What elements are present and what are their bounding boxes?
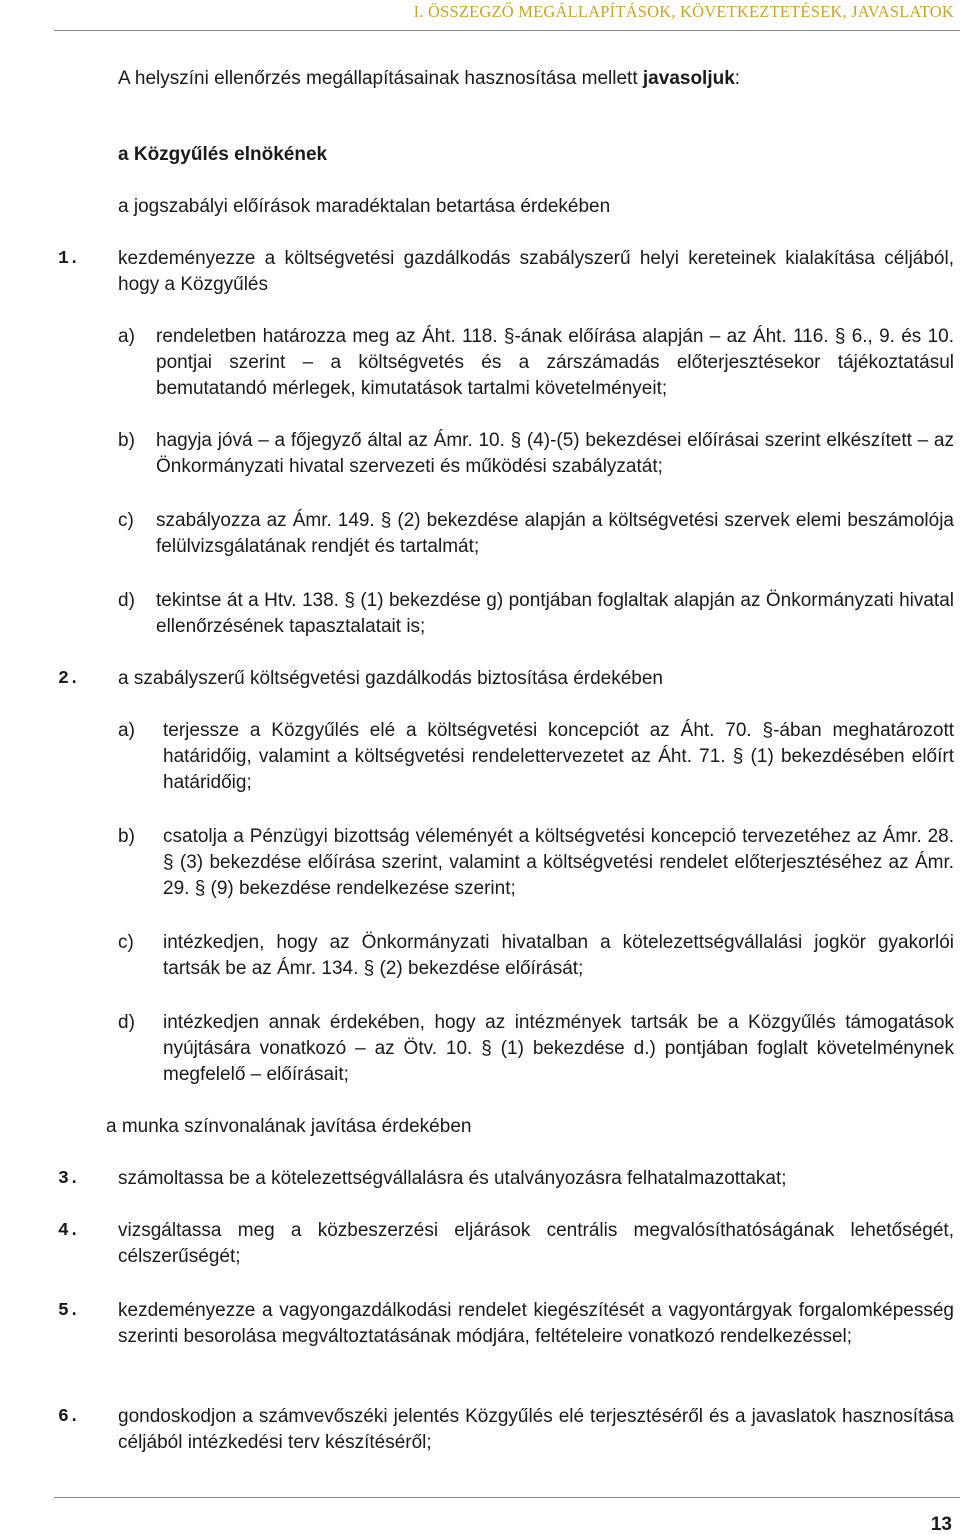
subitem-label: d): [118, 1012, 135, 1033]
subitem-text: intézkedjen, hogy az Önkormányzati hivatalban a kötelezettségvállalási jogkör gyakorlói tartsák be az Ámr. 134. § (2) bekezdése előírását;: [163, 932, 954, 979]
intro-text: A helyszíni ellenőrzés megállapításainak hasznosítása mellett: [118, 68, 643, 89]
subitem-text: rendeletben határozza meg az Áht. 118. §-ának előírása alapján – az Áht. 116. § 6., 9. és 10. pontjai szerint – a költségvetés és a zárszámadás előterjesztésekor tájékoztatásul bemutatandó mérlegek, kimutatások tartalmi követelményeit;: [156, 326, 954, 399]
section-heading-compliance: a jogszabályi előírások maradéktalan betartása érdekében: [118, 196, 611, 217]
section-heading-quality: a munka színvonalának javítása érdekében: [106, 1116, 472, 1137]
item-number: 2.: [58, 669, 80, 689]
item-text: kezdeményezze a költségvetési gazdálkodás szabályszerű helyi kereteinek kialakítása céljából, hogy a Közgyűlés: [118, 248, 954, 295]
subitem-label: c): [118, 510, 134, 531]
item-text: számoltassa be a kötelezettségvállalásra és utalványozásra felhatalmazottakat;: [118, 1168, 787, 1189]
subitem-text: terjessze a Közgyűlés elé a költségvetési koncepciót az Áht. 70. §-ában meghatározott határidőig, valamint a költségvetési rendelettervezetet az Áht. 71. § (1) bekezdésében előírt határidőig;: [163, 720, 954, 793]
item-number: 4.: [58, 1221, 80, 1241]
item-number: 3.: [58, 1169, 80, 1189]
intro-suffix: :: [734, 68, 741, 89]
subitem-label: a): [118, 326, 135, 347]
item-number: 5.: [58, 1301, 80, 1321]
running-header: I. ÖSSZEGZŐ MEGÁLLAPÍTÁSOK, KÖVETKEZTETÉSEK, JAVASLATOK: [413, 2, 954, 21]
subitem-text: szabályozza az Ámr. 149. § (2) bekezdése alapján a költségvetési szervek elemi beszámolója felülvizsgálatának rendjét és tartalmát;: [156, 510, 954, 557]
subitem-label: a): [118, 720, 135, 741]
item-number: 6.: [58, 1407, 80, 1427]
intro-paragraph: [118, 66, 918, 92]
item-text: gondoskodjon a számvevőszéki jelentés Közgyűlés elé terjesztéséről és a javaslatok hasznosítása céljából intézkedési terv készítéséről;: [118, 1406, 954, 1453]
item-text: vizsgáltassa meg a közbeszerzési eljárások centrális megvalósíthatóságának lehetőségét, célszerűségét;: [118, 1220, 954, 1267]
subitem-label: c): [118, 932, 134, 953]
subitem-label: d): [118, 590, 135, 611]
header-divider: [54, 30, 960, 31]
subitem-text: hagyja jóvá – a főjegyző által az Ámr. 10. § (4)-(5) bekezdései előírásai szerint elkészített – az Önkormányzati hivatal szervezeti és működési szabályzatát;: [156, 430, 954, 477]
page-number: 13: [930, 1514, 952, 1535]
footer-divider: [54, 1497, 960, 1498]
item-text: a szabályszerű költségvetési gazdálkodás biztosítása érdekében: [118, 668, 663, 689]
item-number: 1.: [58, 249, 80, 269]
item-text: kezdeményezze a vagyongazdálkodási rendelet kiegészítését a vagyontárgyak forgalomképesség szerinti besorolása megváltoztatásának módjára, feltételeire vonatkozó rendelkezéssel;: [118, 1300, 954, 1347]
subitem-label: b): [118, 826, 135, 847]
subitem-label: b): [118, 430, 135, 451]
subitem-text: tekintse át a Htv. 138. § (1) bekezdése g) pontjában foglaltak alapján az Önkormányzati hivatal ellenőrzésének tapasztalatait is;: [156, 590, 954, 637]
subitem-text: csatolja a Pénzügyi bizottság véleményét a költségvetési koncepció tervezetéhez az Ámr. 28. § (3) bekezdése előírása szerint, valamint a költségvetési rendelet előterjesztéséhez az Ámr. 29. § (9) bekezdése rendelkezése szerint;: [163, 826, 954, 899]
addressee: a Közgyűlés elnökének: [118, 144, 328, 165]
intro-emphasis: javasoljuk: [642, 68, 735, 89]
subitem-text: intézkedjen annak érdekében, hogy az intézmények tartsák be a Közgyűlés támogatások nyújtására vonatkozó – az Ötv. 10. § (1) bekezdése d.) pontjában foglalt követelménynek megfelelő – előírásait;: [163, 1012, 954, 1085]
